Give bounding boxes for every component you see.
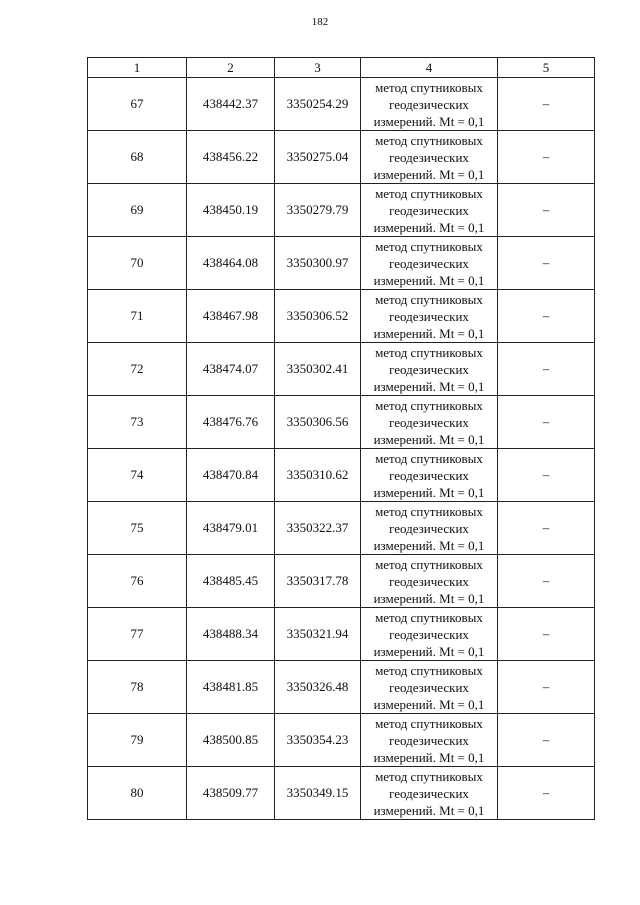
method-cell: [361, 608, 498, 661]
method-cell: [361, 714, 498, 767]
x-coordinate-cell: 438467.98: [187, 290, 275, 343]
table-row: [88, 449, 595, 502]
x-coordinate-cell: 438464.08: [187, 237, 275, 290]
method-cell: [361, 449, 498, 502]
table-row: [88, 396, 595, 449]
method-line: метод спутниковых: [375, 503, 483, 519]
method-cell: [361, 237, 498, 290]
method-line: геодезических: [389, 149, 469, 165]
method-line: геодезических: [389, 520, 469, 536]
method-line: измерений. Mt = 0,1: [373, 590, 485, 606]
note-cell: –: [498, 184, 595, 237]
method-line: измерений. Mt = 0,1: [373, 484, 485, 500]
method-line: измерений. Mt = 0,1: [373, 643, 485, 659]
method-line: метод спутниковых: [375, 344, 483, 360]
note-cell: –: [498, 661, 595, 714]
coordinates-table: [87, 57, 595, 820]
table-row: [88, 343, 595, 396]
method-line: метод спутниковых: [375, 662, 483, 678]
point-number-cell: 72: [88, 343, 187, 396]
point-number-cell: 80: [88, 767, 187, 820]
method-line: измерений. Mt = 0,1: [373, 696, 485, 712]
y-coordinate-cell: 3350306.56: [275, 396, 361, 449]
column-header-2: 2: [187, 58, 275, 78]
note-cell: –: [498, 608, 595, 661]
table-row: [88, 502, 595, 555]
column-header-4: 4: [361, 58, 498, 78]
y-coordinate-cell: 3350321.94: [275, 608, 361, 661]
method-cell: [361, 343, 498, 396]
method-line: метод спутниковых: [375, 450, 483, 466]
y-coordinate-cell: 3350349.15: [275, 767, 361, 820]
x-coordinate-cell: 438456.22: [187, 131, 275, 184]
method-cell: [361, 290, 498, 343]
point-number-cell: 76: [88, 555, 187, 608]
table-row: [88, 608, 595, 661]
method-line: геодезических: [389, 96, 469, 112]
page-number: 182: [311, 16, 329, 28]
method-line: метод спутниковых: [375, 238, 483, 254]
y-coordinate-cell: 3350279.79: [275, 184, 361, 237]
method-line: метод спутниковых: [375, 397, 483, 413]
column-header-5: 5: [498, 58, 595, 78]
y-coordinate-cell: 3350306.52: [275, 290, 361, 343]
method-line: геодезических: [389, 255, 469, 271]
x-coordinate-cell: 438479.01: [187, 502, 275, 555]
table-row: [88, 290, 595, 343]
method-line: метод спутниковых: [375, 715, 483, 731]
table-row: [88, 661, 595, 714]
table-row: [88, 767, 595, 820]
table-row: [88, 714, 595, 767]
table-row: [88, 555, 595, 608]
x-coordinate-cell: 438500.85: [187, 714, 275, 767]
y-coordinate-cell: 3350254.29: [275, 78, 361, 131]
point-number-cell: 69: [88, 184, 187, 237]
method-line: геодезических: [389, 414, 469, 430]
point-number-cell: 75: [88, 502, 187, 555]
method-cell: [361, 502, 498, 555]
note-cell: –: [498, 767, 595, 820]
y-coordinate-cell: 3350275.04: [275, 131, 361, 184]
method-line: измерений. Mt = 0,1: [373, 166, 485, 182]
note-cell: –: [498, 555, 595, 608]
method-line: метод спутниковых: [375, 79, 483, 95]
x-coordinate-cell: 438450.19: [187, 184, 275, 237]
note-cell: –: [498, 343, 595, 396]
x-coordinate-cell: 438474.07: [187, 343, 275, 396]
note-cell: –: [498, 131, 595, 184]
note-cell: –: [498, 449, 595, 502]
method-line: геодезических: [389, 361, 469, 377]
method-line: метод спутниковых: [375, 132, 483, 148]
y-coordinate-cell: 3350354.23: [275, 714, 361, 767]
x-coordinate-cell: 438485.45: [187, 555, 275, 608]
method-line: геодезических: [389, 732, 469, 748]
x-coordinate-cell: 438476.76: [187, 396, 275, 449]
method-line: геодезических: [389, 626, 469, 642]
y-coordinate-cell: 3350322.37: [275, 502, 361, 555]
table-row: [88, 237, 595, 290]
method-cell: [361, 396, 498, 449]
table-body: [88, 78, 595, 820]
method-line: измерений. Mt = 0,1: [373, 431, 485, 447]
table-header-row: [88, 58, 595, 78]
method-line: измерений. Mt = 0,1: [373, 378, 485, 394]
note-cell: –: [498, 714, 595, 767]
method-line: метод спутниковых: [375, 609, 483, 625]
method-cell: [361, 555, 498, 608]
method-line: геодезических: [389, 679, 469, 695]
note-cell: –: [498, 237, 595, 290]
table-row: [88, 78, 595, 131]
column-header-3: 3: [275, 58, 361, 78]
point-number-cell: 77: [88, 608, 187, 661]
method-cell: [361, 767, 498, 820]
table-row: [88, 184, 595, 237]
method-line: измерений. Mt = 0,1: [373, 325, 485, 341]
method-line: геодезических: [389, 785, 469, 801]
method-line: измерений. Mt = 0,1: [373, 537, 485, 553]
x-coordinate-cell: 438509.77: [187, 767, 275, 820]
point-number-cell: 78: [88, 661, 187, 714]
method-line: метод спутниковых: [375, 768, 483, 784]
y-coordinate-cell: 3350310.62: [275, 449, 361, 502]
method-line: метод спутниковых: [375, 291, 483, 307]
note-cell: –: [498, 290, 595, 343]
point-number-cell: 79: [88, 714, 187, 767]
point-number-cell: 71: [88, 290, 187, 343]
method-cell: [361, 184, 498, 237]
point-number-cell: 73: [88, 396, 187, 449]
y-coordinate-cell: 3350302.41: [275, 343, 361, 396]
method-line: измерений. Mt = 0,1: [373, 802, 485, 818]
method-line: геодезических: [389, 467, 469, 483]
method-cell: [361, 78, 498, 131]
column-header-1: 1: [88, 58, 187, 78]
method-line: геодезических: [389, 202, 469, 218]
x-coordinate-cell: 438442.37: [187, 78, 275, 131]
method-line: геодезических: [389, 573, 469, 589]
method-cell: [361, 661, 498, 714]
note-cell: –: [498, 502, 595, 555]
point-number-cell: 67: [88, 78, 187, 131]
point-number-cell: 70: [88, 237, 187, 290]
x-coordinate-cell: 438481.85: [187, 661, 275, 714]
method-line: метод спутниковых: [375, 556, 483, 572]
y-coordinate-cell: 3350317.78: [275, 555, 361, 608]
note-cell: –: [498, 78, 595, 131]
method-line: измерений. Mt = 0,1: [373, 272, 485, 288]
method-line: измерений. Mt = 0,1: [373, 113, 485, 129]
method-line: измерений. Mt = 0,1: [373, 219, 485, 235]
method-line: геодезических: [389, 308, 469, 324]
y-coordinate-cell: 3350300.97: [275, 237, 361, 290]
x-coordinate-cell: 438488.34: [187, 608, 275, 661]
method-line: метод спутниковых: [375, 185, 483, 201]
point-number-cell: 74: [88, 449, 187, 502]
method-cell: [361, 131, 498, 184]
method-line: измерений. Mt = 0,1: [373, 749, 485, 765]
x-coordinate-cell: 438470.84: [187, 449, 275, 502]
y-coordinate-cell: 3350326.48: [275, 661, 361, 714]
point-number-cell: 68: [88, 131, 187, 184]
note-cell: –: [498, 396, 595, 449]
table-row: [88, 131, 595, 184]
